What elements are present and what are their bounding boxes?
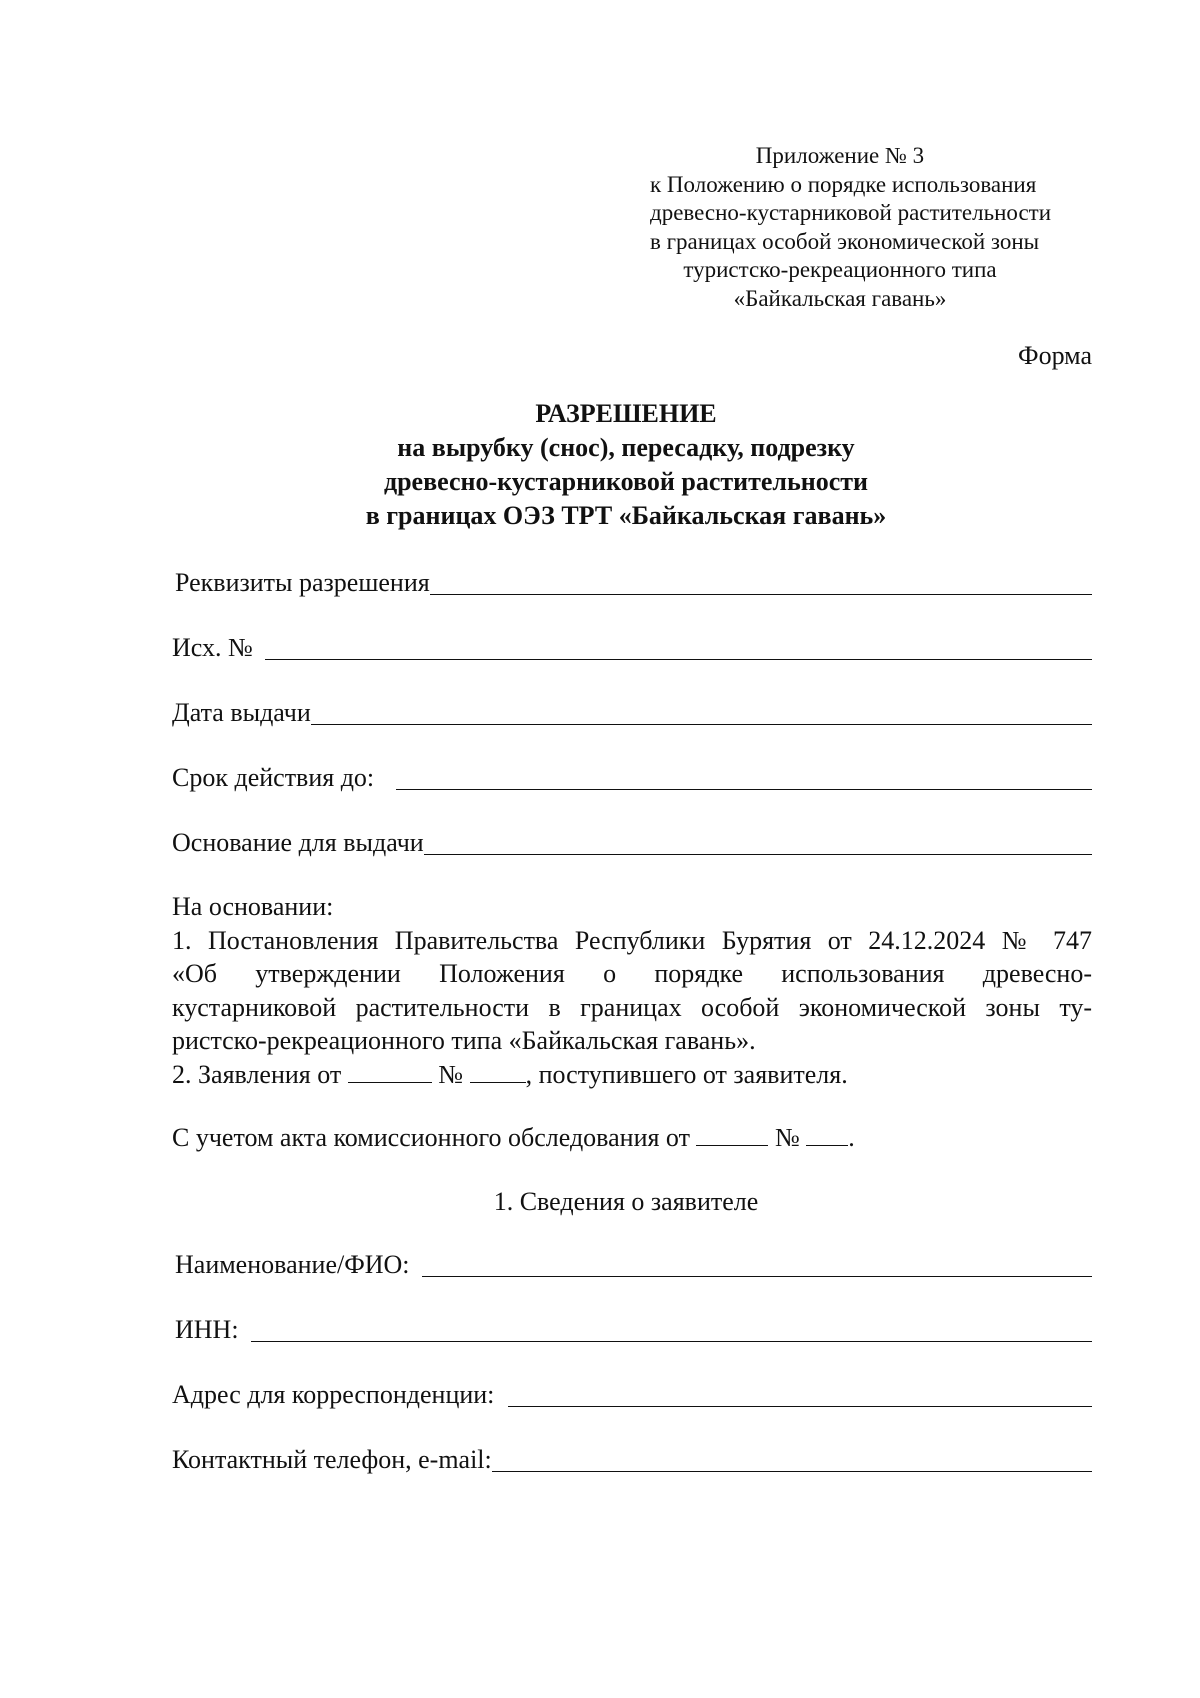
fill-line[interactable] (508, 1382, 1092, 1407)
permit-requisites-field[interactable] (175, 568, 1092, 598)
field-label: Контактный телефон, e-mail: (172, 1445, 492, 1474)
field-label: Срок действия до: (172, 763, 375, 792)
form-label: Форма (1018, 341, 1092, 370)
commission-prefix: С учетом акта комиссионного обследования от (172, 1123, 690, 1152)
fill-line[interactable] (251, 1317, 1092, 1342)
fill-line[interactable] (492, 1447, 1092, 1472)
title-line: РАЗРЕШЕНИЕ (535, 399, 717, 428)
number-sign: № (774, 1123, 800, 1152)
basis-item-2-prefix: 2. Заявления от (172, 1059, 342, 1089)
commission-suffix: . (848, 1123, 855, 1152)
correspondence-address-field[interactable] (172, 1380, 1092, 1410)
basis-item-1-line: кустарниковой растительности в границах особой экономической зоны ту- (172, 992, 1092, 1022)
appendix-header (650, 142, 1052, 314)
application-date-blank[interactable] (348, 1060, 432, 1083)
inn-field[interactable] (175, 1315, 1092, 1345)
basis-heading: На основании: (172, 892, 334, 921)
appendix-line: к Положению о порядке использования (650, 171, 1037, 197)
field-label: ИНН: (175, 1315, 239, 1344)
title-line: в границах ОЭЗ ТРТ «Байкальская гавань» (365, 501, 887, 530)
number-sign: № (438, 1059, 464, 1089)
fill-line[interactable] (422, 1252, 1092, 1277)
basis-paragraph (172, 890, 1092, 1091)
field-label: Наименование/ФИО: (175, 1250, 410, 1279)
basis-item-2-suffix: , поступившего от заявителя. (525, 1059, 848, 1089)
basis-item-1-line: 1. Постановления Правительства Республики Бурятия от 24.12.2024 № 747 (172, 925, 1092, 955)
appendix-line: туристско-рекреационного типа (683, 257, 997, 283)
valid-until-field[interactable] (172, 763, 1092, 793)
fill-line[interactable] (424, 830, 1092, 855)
contact-phone-email-field[interactable] (172, 1445, 1092, 1475)
appendix-line: в границах особой экономической зоны (650, 228, 1040, 254)
fill-line[interactable] (311, 700, 1092, 725)
field-label: Реквизиты разрешения (175, 568, 430, 597)
fill-line[interactable] (396, 765, 1092, 790)
section-applicant-title: 1. Сведения о заявителе (493, 1187, 759, 1216)
basis-item-1-line: «Об утверждении Положения о порядке использования древесно- (172, 959, 1092, 988)
outgoing-number-field[interactable] (172, 633, 1092, 663)
fill-line[interactable] (265, 635, 1092, 660)
basis-item-2 (172, 1058, 1092, 1092)
issue-basis-field[interactable] (172, 828, 1092, 858)
field-label: Исх. № (172, 633, 253, 662)
appendix-line: древесно-кустарниковой растительности (650, 200, 1052, 226)
application-number-blank[interactable] (470, 1060, 526, 1083)
field-label: Основание для выдачи (172, 828, 424, 857)
document-title (160, 397, 1092, 533)
issue-date-field[interactable] (172, 698, 1092, 728)
appendix-line: Приложение № 3 (755, 143, 925, 168)
commission-act-line (172, 1122, 1092, 1154)
basis-item-1-line: ристско-рекреационного типа «Байкальская гавань». (172, 1026, 756, 1055)
commission-number-blank[interactable] (806, 1123, 848, 1146)
appendix-line: «Байкальская гавань» (733, 285, 947, 311)
title-line: на вырубку (снос), пересадку, подрезку (397, 433, 855, 462)
applicant-name-field[interactable] (175, 1250, 1092, 1280)
fill-line[interactable] (430, 570, 1092, 595)
field-label: Дата выдачи (172, 698, 311, 727)
commission-date-blank[interactable] (696, 1123, 768, 1146)
field-label: Адрес для корреспонденции: (172, 1380, 495, 1409)
title-line: древесно-кустарниковой растительности (383, 467, 869, 496)
